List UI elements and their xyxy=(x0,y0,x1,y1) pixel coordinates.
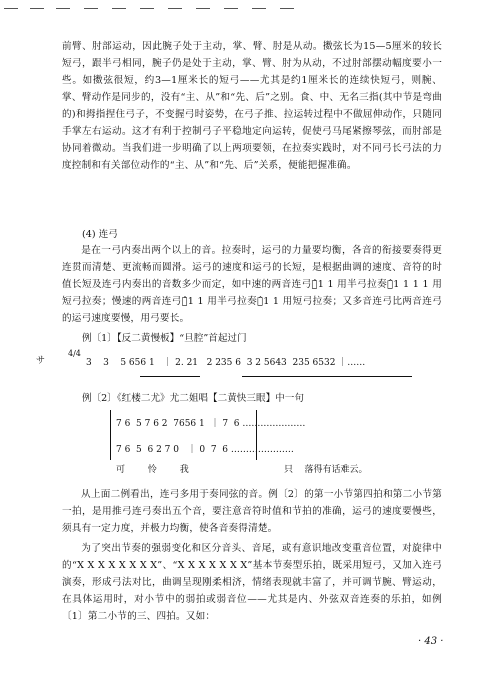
section-heading-legato: (4) 连弓 xyxy=(82,229,118,240)
example-1-prefix: サ xyxy=(36,356,46,366)
paragraph-rhythm-contrast: 为了突出节奏的强弱变化和区分音头、音尾，或有意识地改变重音位置，对旋律中的“X X X X X X X X”、“X X X X X X X”基本节奏型乐拍，既采用短弓，又加入连弓演奏，形成弓法对比，曲调呈现刚柔相济，情绪表现就丰富了，并可调节腕、臂运动，在具体运用时，对小节中的弱拍或弱音位——尤其是内、外弦双音连奏的乐拍，如例〔1〕第二小节的三、四拍。又如： xyxy=(62,543,442,622)
paragraph-bowing-1: 前臂、肘部运动，因此腕子处于主动，掌、臂、肘是从动。擞弦长为15—5厘米的较长短弓，跟半弓相同，腕子仍是处于主动，掌、臂、肘为从动，不过肘部摆动幅度要小一些。如擞弦很短，约3—1厘米长的短弓——尤其是约1厘米长的连续快短弓，则腕、掌、臂动作是同步的，没有“主、从”和“先、后”之别。食、中、无名三指(其中节是弯曲的)和拇指捏住弓子，不变握弓时姿势，在弓子推、拉运转过程中不做屈伸动作，只随同手掌左右运动。这才有利于控制弓子平稳地定向运转，促使弓马尾紧擦琴弦，而肘部是协同着微动。当我们进一步明确了以上两项要领，在拉奏实践时，对不同弓长弓法的力度控制和有关部位动作的“主、从”和“先、后”关系，便能把握准确。 xyxy=(62,41,442,171)
example-1-label: 例〔1〕【反二黄慢板】“旦腔”首起过门 xyxy=(82,333,247,344)
paragraph-example-analysis: 从上面二例看出，连弓多用于奏同弦的音。例〔2〕的第一小节第四拍和第二小节第一拍，是用推弓连弓奏出五个音，要注意音符时值和节拍的准确，运弓的速度要慢些，须具有一定力度，并极力均衡，使各音奏得清楚。 xyxy=(62,489,442,534)
example-2-lyrics-left: 可 怜 我 xyxy=(116,465,189,475)
paragraph-legato-description: 是在一弓内奏出两个以上的音。拉奏时，运弓的力量要均衡，各音的衔接要奏得更连贯而清楚、更流畅而圆滑。运弓的速度和运弓的长短，是根据曲调的速度、音符的时值长短及连弓内奏出的音数多少而定，如中速的两音连弓：̂1 1 用半弓拉奏，̂1 1 1 1 用短弓拉奏；慢速的两音连弓：̂1 1 用半弓拉奏，̂1 1 用短弓拉奏；又多音连弓比两音连弓的运弓速度要慢，用弓要长。 xyxy=(62,245,442,324)
example-2-label: 例〔2〕《红楼二尤》尤二姐唱【二黄快三眼】中一句 xyxy=(82,393,304,404)
example-1-meter: 4/4 xyxy=(68,349,81,358)
example-2-left-bracket xyxy=(110,410,111,460)
page-number: · 43 · xyxy=(418,636,444,647)
example-2-lower-notation: 7 6 5 6 2 7 0 ｜ 0 7 6 ………………… xyxy=(116,445,294,455)
top-dashed-rule xyxy=(0,8,486,12)
example-1-beam-2 xyxy=(242,376,412,377)
example-2-upper-notation: 7 6 5 7 6 2 7656 1 ｜ 7 6 ………………… xyxy=(116,419,306,429)
example-2-lyrics-right: 只 落得有话难云。 xyxy=(284,465,368,475)
example-1-notation: 3 3 5 656 1 ｜ 2. 21 2 235 6 3 2 5643 235 6532 ｜…… xyxy=(86,358,366,368)
example-1-beam xyxy=(140,376,200,377)
